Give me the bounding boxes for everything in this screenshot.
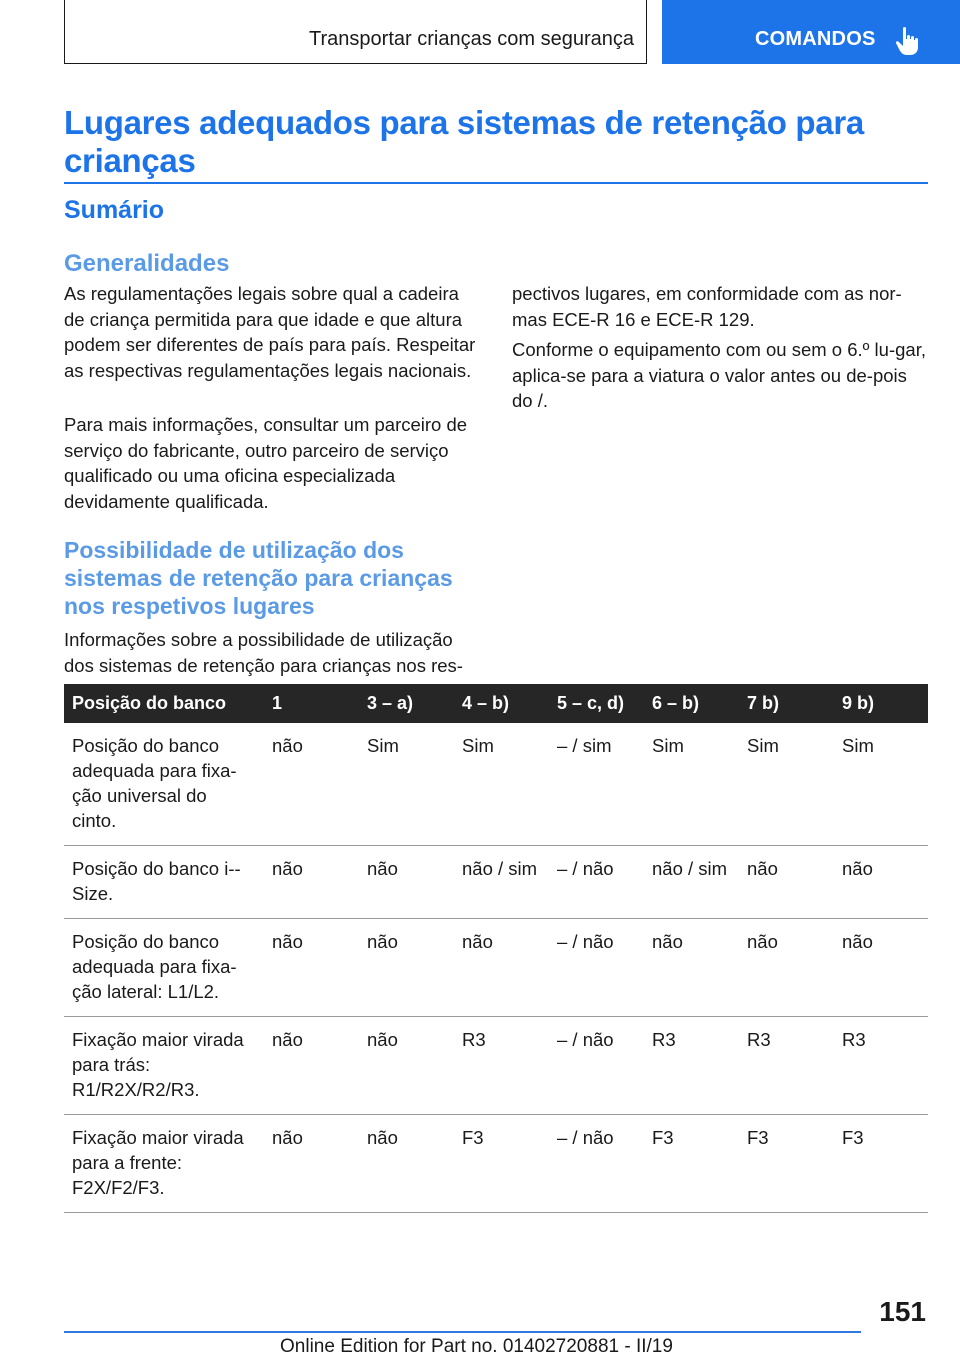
possibility-paragraph-2: Conforme o equipamento com ou sem o 6.º lu-gar, aplica-se para a viatura o valor antes ou de-pois do /. <box>512 339 926 411</box>
table-header: 4 – b) <box>454 684 549 723</box>
table-cell: – / não <box>549 1115 644 1213</box>
table-cell: não <box>359 919 454 1017</box>
table-cell: F3 <box>644 1115 739 1213</box>
table-cell: Sim <box>644 723 739 846</box>
table-cell: F3 <box>454 1115 549 1213</box>
table-row <box>64 846 928 919</box>
table-cell: não / sim <box>454 846 549 919</box>
table-cell: não <box>359 1017 454 1115</box>
generalities-paragraph-2: Para mais informações, consultar um parceiro de serviço do fabricante, outro parceiro de serviço qualificado ou uma oficina especializada devidamente qualificada. <box>64 414 468 512</box>
table-cell: – / não <box>549 846 644 919</box>
table-cell: Sim <box>739 723 834 846</box>
table-cell: não <box>264 846 359 919</box>
table-cell: não <box>834 846 928 919</box>
table-cell: – / não <box>549 919 644 1017</box>
table-cell: não <box>834 919 928 1017</box>
section-label: COMANDOS <box>755 28 876 50</box>
hand-pointer-icon <box>895 26 921 56</box>
table-cell: – / não <box>549 1017 644 1115</box>
table-row <box>64 1115 928 1213</box>
table-header: 5 – c, d) <box>549 684 644 723</box>
table-cell: Sim <box>359 723 454 846</box>
table-row <box>64 723 928 846</box>
footer-edition: Online Edition for Part no. 01402720881 - II/19 <box>280 1336 673 1357</box>
table-header: 7 b) <box>739 684 834 723</box>
table-cell: F3 <box>739 1115 834 1213</box>
title-divider <box>64 182 928 184</box>
generalities-heading: Generalidades <box>64 250 230 277</box>
possibility-paragraph-start: Informações sobre a possibilidade de utilização dos sistemas de retenção para crianças nos res- <box>64 629 463 676</box>
table-cell: F3 <box>834 1115 928 1213</box>
table-cell: não <box>264 919 359 1017</box>
generalities-paragraph-1: As regulamentações legais sobre qual a cadeira de criança permitida para que idade e que altura podem ser diferentes de país para país. Respeitar as respectivas regulamentações legais nacionais. <box>64 283 476 381</box>
page-title: Lugares adequados para sistemas de retenção para crianças <box>64 104 864 179</box>
page-number: 151 <box>879 1296 926 1327</box>
table-cell: R3 <box>454 1017 549 1115</box>
table-row <box>64 919 928 1017</box>
table-cell: Posição do banco adequada para fixa-ção lateral: L1/L2. <box>64 919 264 1017</box>
table-cell: não <box>359 1115 454 1213</box>
table-header: 1 <box>264 684 359 723</box>
table-cell: não <box>264 1115 359 1213</box>
chapter-title: Transportar crianças com segurança <box>309 28 634 50</box>
table-header-row <box>64 684 928 723</box>
table-cell: não <box>264 1017 359 1115</box>
table-cell: não <box>264 723 359 846</box>
table-cell: não / sim <box>644 846 739 919</box>
seat-suitability-table <box>64 684 928 1213</box>
table-header: Posição do banco <box>64 684 264 723</box>
table-cell: Sim <box>834 723 928 846</box>
table-cell: não <box>739 846 834 919</box>
summary-heading: Sumário <box>64 196 165 224</box>
possibility-paragraph-continued: pectivos lugares, em conformidade com as nor-mas ECE-R 16 e ECE-R 129. <box>512 283 902 330</box>
table-header: 3 – a) <box>359 684 454 723</box>
header-chapter-tab <box>64 0 647 64</box>
table-cell: – / sim <box>549 723 644 846</box>
table-cell: R3 <box>739 1017 834 1115</box>
table-cell: Posição do banco i--Size. <box>64 846 264 919</box>
table-cell: R3 <box>834 1017 928 1115</box>
table-cell: Fixação maior virada para trás: R1/R2X/R2/R3. <box>64 1017 264 1115</box>
table-cell: não <box>454 919 549 1017</box>
table-cell: não <box>644 919 739 1017</box>
footer-divider <box>64 1331 861 1333</box>
table-cell: não <box>739 919 834 1017</box>
possibility-heading: Possibilidade de utilização dos sistemas de retenção para crianças nos respetivos lugares <box>64 537 453 619</box>
table-cell: Sim <box>454 723 549 846</box>
table-cell: Fixação maior virada para a frente: F2X/F2/F3. <box>64 1115 264 1213</box>
table-cell: Posição do banco adequada para fixa-ção universal do cinto. <box>64 723 264 846</box>
table-header: 6 – b) <box>644 684 739 723</box>
table-header: 9 b) <box>834 684 928 723</box>
table-cell: não <box>359 846 454 919</box>
table-row <box>64 1017 928 1115</box>
table-cell: R3 <box>644 1017 739 1115</box>
